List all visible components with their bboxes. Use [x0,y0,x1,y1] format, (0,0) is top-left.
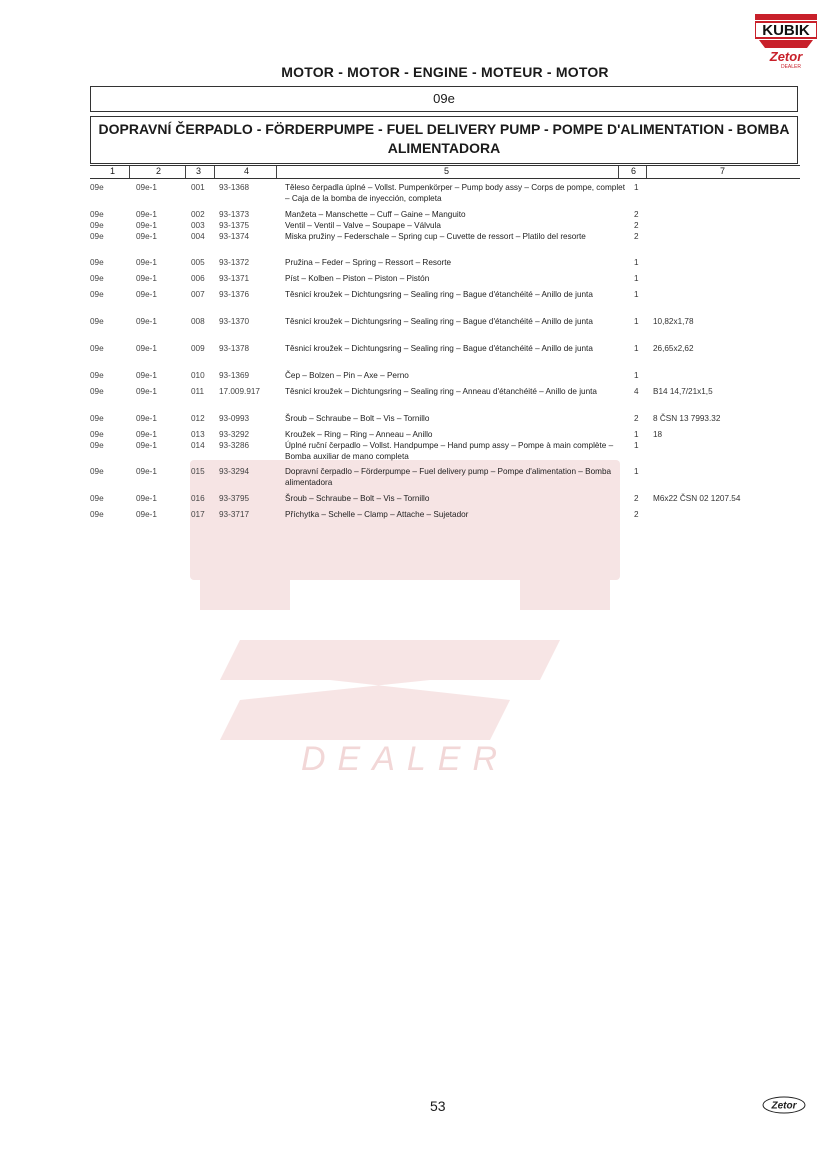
cell-c2: 09e-1 [136,317,157,326]
cell-c5: Úplné ruční čerpadlo – Vollst. Handpumpe – Hand pump assy – Pompe à main complète – Bomba auxiliar de mano completa [285,441,614,461]
cell-c4: 17.009.917 [219,387,260,396]
table-row [90,210,800,221]
svg-text:KUBIK: KUBIK [762,22,810,39]
cell-c4: 93-3292 [219,430,250,439]
cell-c3: 014 [191,441,205,450]
cell-c6: 2 [634,221,639,230]
cell-c3: 006 [191,274,205,283]
cell-c5: Ventil – Ventil – Valve – Soupape – Válvula [285,221,441,230]
cell-c3: 003 [191,221,205,230]
column-header-3: 3 [196,166,202,176]
cell-c2: 09e-1 [136,221,157,230]
column-header-row [90,165,800,179]
cell-c6: 1 [634,258,639,267]
svg-text:DEALER: DEALER [780,64,802,70]
column-header-6: 6 [631,166,637,176]
table-row [90,183,800,210]
cell-c2: 09e-1 [136,258,157,267]
cell-c3: 007 [191,290,205,299]
cell-c6: 1 [634,344,639,353]
column-header-7: 7 [720,166,726,176]
cell-c6: 2 [634,510,639,519]
cell-c6: 4 [634,387,639,396]
cell-c3: 015 [191,467,205,476]
table-row [90,414,800,430]
cell-c2: 09e-1 [136,510,157,519]
cell-c5: Miska pružiny – Federschale – Spring cup – Cuvette de ressort – Platilo del resorte [285,232,586,241]
cell-c3: 017 [191,510,205,519]
cell-c4: 93-1373 [219,210,250,219]
cell-c2: 09e-1 [136,430,157,439]
cell-c4: 93-3717 [219,510,250,519]
cell-c6: 1 [634,290,639,299]
cell-c5: Píst – Kolben – Piston – Piston – Pistón [285,274,430,283]
cell-c6: 2 [634,232,639,241]
cell-c4: 93-1375 [219,221,250,230]
cell-c6: 1 [634,371,639,380]
cell-c5: Těsnicí kroužek – Dichtungsring – Sealing ring – Bague d'étanchéité – Anillo de junta [285,317,593,326]
cell-c6: 1 [634,467,639,476]
cell-c3: 004 [191,232,205,241]
cell-c1: 09e [90,232,104,241]
cell-c1: 09e [90,290,104,299]
table-row [90,494,800,510]
cell-c3: 013 [191,430,205,439]
cell-c1: 09e [90,414,104,423]
cell-c1: 09e [90,274,104,283]
table-row [90,467,800,494]
cell-c5: Těleso čerpadla úplné – Vollst. Pumpenkörper – Pump body assy – Corps de pompe, complet – Caja de la bomba de inyección, completa [285,183,625,203]
cell-c1: 09e [90,258,104,267]
svg-text:DEALER: DEALER [300,740,510,778]
cell-c6: 1 [634,317,639,326]
table-row [90,510,800,526]
cell-c5: Šroub – Schraube – Bolt – Vis – Tornillo [285,414,430,423]
column-header-2: 2 [156,166,162,176]
cell-c5: Pružina – Feder – Spring – Ressort – Resorte [285,258,452,267]
cell-c4: 93-3795 [219,494,250,503]
cell-c4: 93-1374 [219,232,250,241]
cell-c6: 2 [634,414,639,423]
cell-c4: 93-1376 [219,290,250,299]
cell-c7: 18 [653,430,663,439]
table-row [90,317,800,344]
table-row [90,371,800,387]
cell-c3: 001 [191,183,205,192]
cell-c6: 1 [634,274,639,283]
column-header-5: 5 [444,166,450,176]
section-title [90,116,798,164]
cell-c2: 09e-1 [136,183,157,192]
cell-c7: B14 14,7/21x1,5 [653,387,713,396]
cell-c2: 09e-1 [136,387,157,396]
cell-c1: 09e [90,221,104,230]
cell-c5: Čep – Bolzen – Pin – Axe – Perno [285,371,409,380]
cell-c2: 09e-1 [136,494,157,503]
cell-c3: 010 [191,371,205,380]
cell-c1: 09e [90,510,104,519]
cell-c1: 09e [90,210,104,219]
cell-c2: 09e-1 [136,371,157,380]
cell-c3: 012 [191,414,205,423]
cell-c1: 09e [90,430,104,439]
cell-c1: 09e [90,387,104,396]
table-row [90,441,800,467]
table-row [90,232,800,258]
cell-c6: 1 [634,441,639,450]
table-row [90,387,800,414]
cell-c2: 09e-1 [136,232,157,241]
cell-c3: 009 [191,344,205,353]
cell-c2: 09e-1 [136,441,157,450]
group-code: 09e [90,86,798,112]
table-row [90,430,800,441]
cell-c4: 93-3286 [219,441,250,450]
cell-c2: 09e-1 [136,274,157,283]
cell-c4: 93-1369 [219,371,250,380]
table-row [90,344,800,371]
svg-text:Zetor: Zetor [771,1100,797,1112]
table-row [90,274,800,290]
cell-c2: 09e-1 [136,290,157,299]
cell-c1: 09e [90,494,104,503]
cell-c4: 93-1368 [219,183,250,192]
cell-c5: Těsnicí kroužek – Dichtungsring – Sealing ring – Bague d'étanchéité – Anillo de junta [285,290,593,299]
cell-c3: 016 [191,494,205,503]
cell-c6: 2 [634,210,639,219]
cell-c5: Příchytka – Schelle – Clamp – Attache – Sujetador [285,510,469,519]
cell-c3: 008 [191,317,205,326]
cell-c7: 10,82x1,78 [653,317,694,326]
cell-c2: 09e-1 [136,414,157,423]
cell-c1: 09e [90,183,104,192]
cell-c5: Šroub – Schraube – Bolt – Vis – Tornillo [285,494,430,503]
cell-c1: 09e [90,441,104,450]
svg-text:Zetor: Zetor [769,49,803,64]
table-row [90,221,800,232]
cell-c1: 09e [90,317,104,326]
cell-c5: Těsnicí kroužek – Dichtungsring – Sealing ring – Bague d'étanchéité – Anillo de junta [285,344,593,353]
cell-c7: M6x22 ČSN 02 1207.54 [653,494,741,503]
section-title-text: DOPRAVNÍ ČERPADLO - FÖRDERPUMPE - FUEL DELIVERY PUMP - POMPE D'ALIMENTATION - BOMBA ALIMENTADORA [98,121,790,156]
cell-c4: 93-3294 [219,467,250,476]
cell-c4: 93-0993 [219,414,250,423]
cell-c5: Manžeta – Manschette – Cuff – Gaine – Manguito [285,210,466,219]
column-header-1: 1 [110,166,116,176]
cell-c4: 93-1372 [219,258,250,267]
column-header-4: 4 [244,166,250,176]
cell-c3: 002 [191,210,205,219]
kubik-zetor-logo [755,14,817,70]
cell-c6: 2 [634,494,639,503]
cell-c1: 09e [90,371,104,380]
cell-c2: 09e-1 [136,344,157,353]
cell-c4: 93-1378 [219,344,250,353]
cell-c4: 93-1371 [219,274,250,283]
page-header: MOTOR - MOTOR - ENGINE - MOTEUR - MOTOR [281,64,609,80]
cell-c3: 011 [191,387,205,396]
cell-c5: Dopravní čerpadlo – Förderpumpe – Fuel delivery pump – Pompe d'alimentation – Bomba alimentadora [285,467,612,487]
cell-c6: 1 [634,183,639,192]
zetor-footer-logo [762,1096,806,1114]
page-number: 53 [430,1098,446,1114]
cell-c6: 1 [634,430,639,439]
cell-c7: 26,65x2,62 [653,344,694,353]
cell-c7: 8 ČSN 13 7993.32 [653,414,721,423]
cell-c1: 09e [90,467,104,476]
table-row [90,290,800,317]
cell-c4: 93-1370 [219,317,250,326]
cell-c2: 09e-1 [136,210,157,219]
cell-c2: 09e-1 [136,467,157,476]
cell-c1: 09e [90,344,104,353]
table-row [90,258,800,274]
cell-c5: Těsnicí kroužek – Dichtungsring – Sealing ring – Anneau d'étanchéité – Anillo de junta [285,387,597,396]
cell-c5: Kroužek – Ring – Ring – Anneau – Anillo [285,430,433,439]
cell-c3: 005 [191,258,205,267]
